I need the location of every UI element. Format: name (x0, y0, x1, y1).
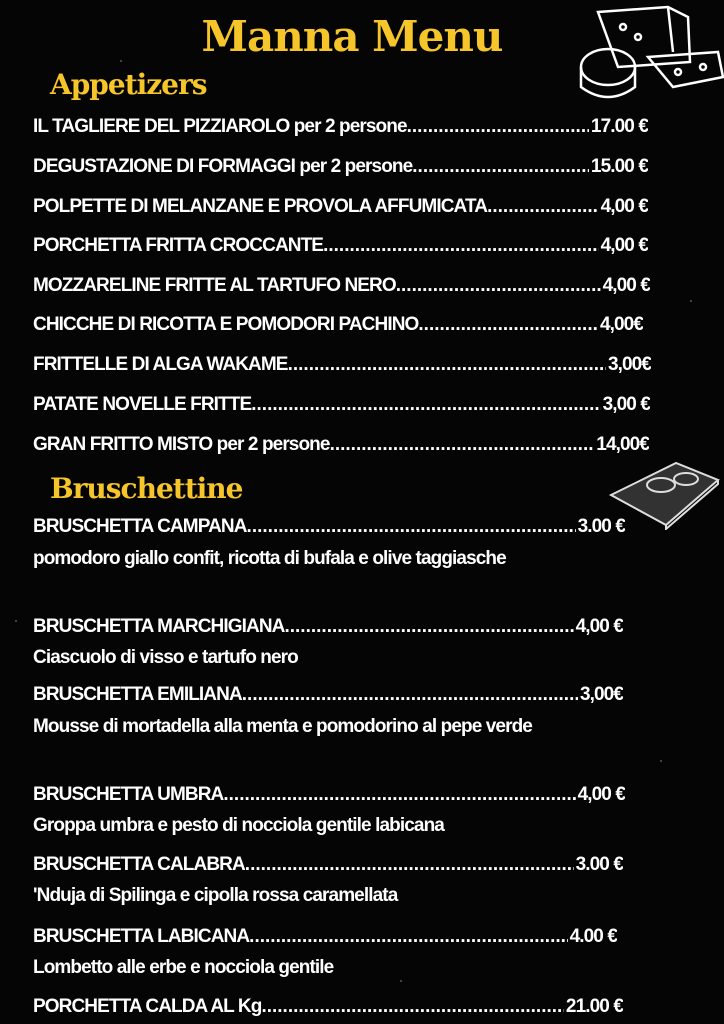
item-name: IL TAGLIERE DEL PIZZIAROLO per 2 persone (33, 116, 407, 137)
item-price: 17.00 € (590, 116, 648, 137)
dot-leader (249, 926, 567, 948)
menu-item (33, 996, 623, 1018)
menu-item (33, 854, 623, 876)
item-name: BRUSCHETTA UMBRA (33, 784, 224, 805)
menu-item (33, 314, 643, 336)
dot-leader (242, 684, 578, 706)
item-description: Groppa umbra e pesto di nocciola gentile labicana (33, 815, 444, 836)
item-name: CHICCHE DI RICOTTA E POMODORI PACHINO (33, 314, 419, 335)
menu-item (33, 156, 648, 178)
section-heading-bruschettine: Bruschettine (50, 472, 243, 505)
item-name: BRUSCHETTA CALABRA (33, 854, 245, 875)
item-description: Ciascuolo di visso e tartufo nero (33, 647, 298, 668)
dot-leader (247, 516, 576, 538)
dot-leader (284, 616, 573, 638)
background-speck (690, 300, 692, 302)
menu-item (33, 354, 651, 376)
background-speck (120, 60, 122, 62)
item-price: 3,00 € (602, 394, 650, 415)
dot-leader (407, 116, 589, 138)
item-name: POLPETTE DI MELANZANE E PROVOLA AFFUMICATA (33, 196, 488, 217)
menu-item (33, 235, 648, 257)
dot-leader (418, 314, 598, 336)
dot-leader (288, 354, 606, 376)
menu-item (33, 116, 648, 138)
menu-item (33, 926, 617, 948)
item-name: FRITTELLE DI ALGA WAKAME (33, 354, 288, 375)
item-price: 15.00 € (590, 156, 648, 177)
dot-leader (261, 996, 563, 1018)
menu-item (33, 616, 623, 638)
item-name: DEGUSTAZIONE DI FORMAGGI per 2 persone (33, 156, 413, 177)
menu-item (33, 516, 625, 538)
item-name: PATATE NOVELLE FRITTE (33, 394, 252, 415)
dot-leader (412, 156, 589, 178)
item-price: 3,00€ (579, 684, 623, 705)
item-description: Mousse di mortadella alla menta e pomodorino al pepe verde (33, 716, 532, 737)
background-speck (660, 760, 662, 762)
dot-leader (323, 235, 598, 257)
item-price: 3,00€ (607, 354, 651, 375)
item-description: 'Nduja di Spilinga e cipolla rossa caramellata (33, 885, 398, 906)
item-price: 21.00 € (565, 996, 623, 1017)
menu-item (33, 784, 625, 806)
item-price: 4,00 € (600, 196, 648, 217)
item-price: 14,00€ (596, 434, 649, 455)
item-price: 4,00 € (602, 275, 650, 296)
item-price: 3.00 € (577, 516, 625, 537)
dot-leader (396, 275, 601, 297)
item-price: 4,00€ (599, 314, 643, 335)
menu-item (33, 275, 650, 297)
background-speck (15, 620, 17, 622)
item-price: 4,00 € (600, 235, 648, 256)
background-speck (400, 980, 402, 982)
item-description: pomodoro giallo confit, ricotta di bufala e olive taggiasche (33, 548, 506, 569)
item-name: BRUSCHETTA EMILIANA (33, 684, 242, 705)
item-name: GRAN FRITTO MISTO per 2 persone (33, 434, 330, 455)
dot-leader (487, 196, 598, 218)
menu-title: Manna Menu (201, 12, 503, 61)
item-name: BRUSCHETTA CAMPANA (33, 516, 247, 537)
item-description: Lombetto alle erbe e nocciola gentile (33, 957, 334, 978)
item-name: PORCHETTA CALDA AL Kg (33, 996, 262, 1017)
item-name: MOZZARELINE FRITTE AL TARTUFO NERO (33, 275, 396, 296)
item-name: PORCHETTA FRITTA CROCCANTE (33, 235, 324, 256)
item-price: 4,00 € (575, 616, 623, 637)
item-name: BRUSCHETTA MARCHIGIANA (33, 616, 285, 637)
dot-leader (245, 854, 574, 876)
menu-item (33, 394, 650, 416)
section-heading-appetizers: Appetizers (50, 68, 207, 101)
item-price: 4,00 € (577, 784, 625, 805)
dot-leader (330, 434, 595, 456)
dot-leader (223, 784, 575, 806)
item-price: 3.00 € (575, 854, 623, 875)
dot-leader (251, 394, 600, 416)
menu-item (33, 684, 623, 706)
cheese-illustration-icon (578, 2, 724, 102)
item-price: 4.00 € (569, 926, 617, 947)
menu-item (33, 434, 649, 456)
menu-item (33, 196, 648, 218)
item-name: BRUSCHETTA LABICANA (33, 926, 250, 947)
